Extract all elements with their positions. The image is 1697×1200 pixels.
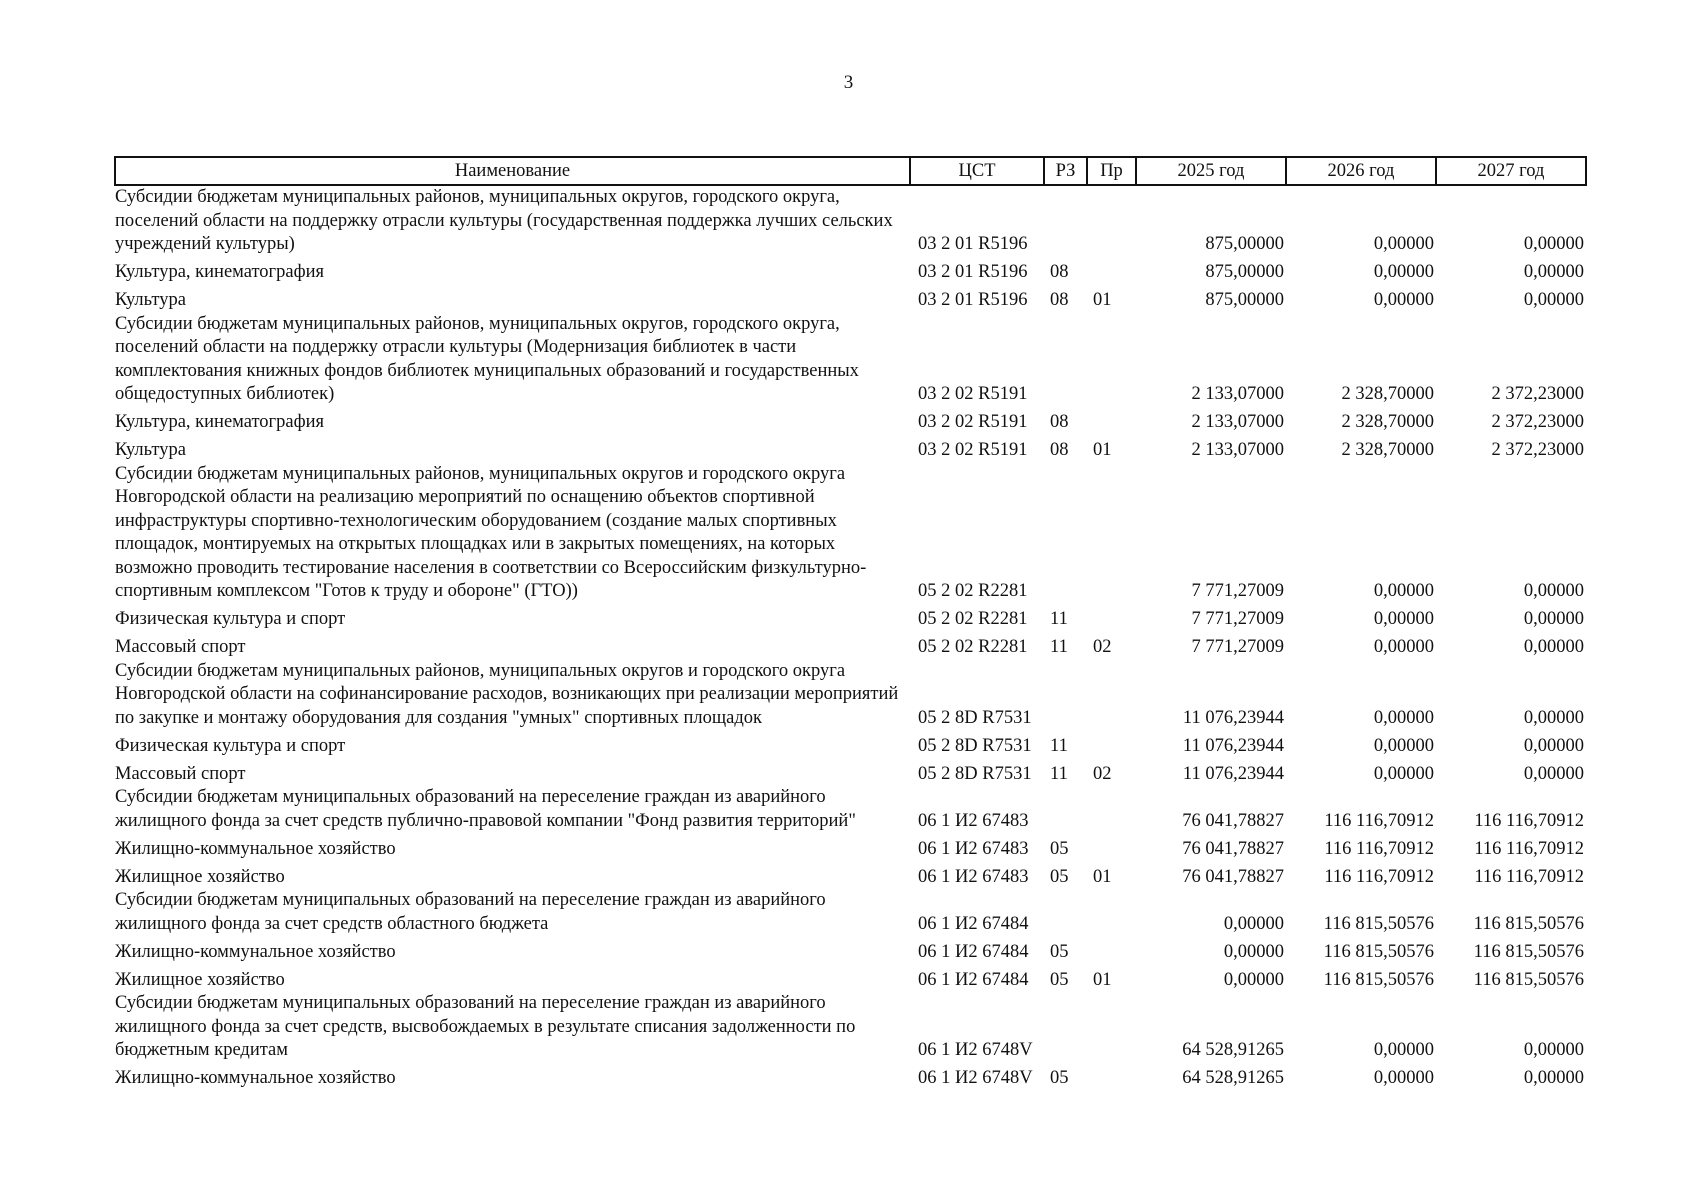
table-row	[115, 632, 1586, 660]
cell-name: Субсидии бюджетам муниципальных районов, муниципальных округов, городского округа, поселений области на поддержку отрасли культуры (Модернизация библиотек в части комплектования книжных фондов библиотек муниципальных образований и государственных общедоступных библиотек)	[115, 313, 859, 404]
cell-cst: 06 1 И2 67483	[918, 838, 1029, 859]
cell-2026: 0,00000	[1373, 290, 1434, 310]
cell-rz	[1044, 313, 1087, 407]
cell-2026: 116 116,70912	[1324, 866, 1434, 887]
cell-2026: 116 116,70912	[1324, 810, 1434, 831]
cell-rz: 11	[1050, 763, 1068, 784]
cell-rz: 05	[1050, 941, 1069, 962]
cell-name: Субсидии бюджетам муниципальных районов, муниципальных округов и городского округа Новгородской области на софинансирование расходов, возникающих при реализации мероприятий по закупке и монтажу оборудования для создания "умных" спортивных площадок	[115, 660, 899, 728]
table-row	[115, 833, 1586, 861]
cell-pr	[1087, 407, 1136, 435]
cell-cst: 03 2 01 R5196	[918, 234, 1028, 254]
cell-cst: 06 1 И2 67483	[918, 866, 1029, 887]
cell-2025: 2 133,07000	[1191, 412, 1284, 432]
table-row	[115, 758, 1586, 786]
cell-rz	[1044, 786, 1087, 833]
cell-name: Субсидии бюджетам муниципальных районов, муниципальных округов и городского округа Новгородской области на реализацию мероприятий по оснащению объектов спортивной инфраструктуры спортивно-технологическим оборудованием (создание малых спортивных площадок, монтируемых на открытых площадках или в закрытых помещениях, на которых возможно проводить тестирование населения в соответствии со Всероссийским физкультурно-спортивным комплексом "Готов к труду и обороне" (ГТО))	[115, 463, 867, 601]
table-row	[115, 1063, 1586, 1091]
cell-2026: 0,00000	[1373, 637, 1434, 657]
cell-2026: 0,00000	[1373, 1040, 1434, 1060]
cell-pr	[1087, 889, 1136, 936]
cell-pr	[1087, 730, 1136, 758]
cell-name: Жилищно-коммунальное хозяйство	[115, 838, 396, 859]
cell-rz: 05	[1050, 838, 1069, 859]
page-number: 3	[843, 72, 854, 93]
cell-rz: 05	[1050, 969, 1069, 990]
cell-2025: 7 771,27009	[1191, 581, 1284, 601]
cell-2026: 0,00000	[1373, 609, 1434, 629]
cell-rz: 05	[1050, 866, 1069, 887]
cell-2026: 2 328,70000	[1341, 412, 1434, 432]
cell-pr	[1087, 660, 1136, 731]
cell-2026: 116 815,50576	[1323, 969, 1434, 990]
cell-2025: 875,00000	[1205, 262, 1284, 282]
cell-name: Культура, кинематография	[115, 262, 325, 282]
table-row	[115, 435, 1586, 463]
cell-name: Культура, кинематография	[115, 412, 325, 432]
cell-2026: 116 815,50576	[1323, 941, 1434, 962]
cell-pr: 01	[1093, 440, 1112, 460]
cell-cst: 05 2 02 R2281	[918, 637, 1028, 657]
cell-rz	[1044, 463, 1087, 604]
cell-rz: 11	[1050, 637, 1068, 657]
cell-2026: 0,00000	[1373, 763, 1434, 784]
cell-2027: 0,00000	[1523, 262, 1584, 282]
cell-pr	[1087, 185, 1136, 257]
cell-2025: 2 133,07000	[1191, 440, 1284, 460]
table-row	[115, 889, 1586, 936]
cell-name: Физическая культура и спорт	[115, 735, 346, 756]
cell-cst: 06 1 И2 6748V	[918, 1040, 1033, 1060]
header-pr: Пр	[1087, 157, 1136, 185]
cell-2027: 0,00000	[1523, 290, 1584, 310]
cell-2026: 2 328,70000	[1341, 384, 1434, 404]
cell-2025: 0,00000	[1223, 969, 1284, 990]
cell-2026: 2 328,70000	[1341, 440, 1434, 460]
cell-cst: 05 2 02 R2281	[918, 581, 1028, 601]
cell-name: Жилищное хозяйство	[115, 866, 285, 887]
cell-name: Массовый спорт	[115, 637, 246, 657]
cell-name: Субсидии бюджетам муниципальных районов, муниципальных округов, городского округа, поселений области на поддержку отрасли культуры (государственная поддержка лучших сельских учреждений культуры)	[115, 187, 893, 254]
cell-2027: 2 372,23000	[1491, 384, 1584, 404]
cell-2025: 64 528,91265	[1182, 1040, 1284, 1060]
cell-rz: 08	[1050, 412, 1069, 432]
cell-2026: 116 116,70912	[1324, 838, 1434, 859]
cell-2025: 875,00000	[1205, 290, 1284, 310]
header-2027: 2027 год	[1436, 157, 1586, 185]
cell-2026: 0,00000	[1373, 735, 1434, 756]
cell-2027: 116 116,70912	[1474, 810, 1584, 831]
cell-2025: 11 076,23944	[1182, 707, 1284, 728]
cell-cst: 03 2 02 R5191	[918, 384, 1028, 404]
cell-name: Жилищное хозяйство	[115, 969, 285, 990]
cell-pr	[1087, 1063, 1136, 1091]
cell-2025: 2 133,07000	[1191, 384, 1284, 404]
cell-name: Физическая культура и спорт	[115, 609, 346, 629]
table-body	[115, 185, 1586, 1091]
table-row	[115, 964, 1586, 992]
cell-cst: 05 2 8D R7531	[918, 763, 1032, 784]
cell-2027: 0,00000	[1523, 234, 1584, 254]
cell-2027: 116 815,50576	[1473, 941, 1584, 962]
cell-2026: 0,00000	[1373, 581, 1434, 601]
cell-cst: 06 1 И2 67483	[918, 810, 1029, 831]
cell-cst: 03 2 01 R5196	[918, 290, 1028, 310]
cell-rz: 08	[1050, 262, 1069, 282]
cell-cst: 03 2 02 R5191	[918, 412, 1028, 432]
cell-2025: 76 041,78827	[1182, 838, 1284, 859]
cell-2025: 64 528,91265	[1182, 1068, 1284, 1088]
cell-2027: 2 372,23000	[1491, 412, 1584, 432]
cell-rz	[1044, 185, 1087, 257]
cell-2027: 0,00000	[1523, 609, 1584, 629]
table-header	[115, 157, 1586, 185]
table-row	[115, 257, 1586, 285]
cell-2027: 0,00000	[1523, 735, 1584, 756]
table-row	[115, 463, 1586, 604]
cell-cst: 03 2 01 R5196	[918, 262, 1028, 282]
cell-2027: 116 116,70912	[1474, 866, 1584, 887]
cell-pr: 01	[1093, 290, 1112, 310]
table-row	[115, 285, 1586, 313]
cell-cst: 06 1 И2 67484	[918, 969, 1029, 990]
cell-2025: 875,00000	[1205, 234, 1284, 254]
cell-name: Массовый спорт	[115, 763, 246, 784]
cell-2027: 0,00000	[1523, 763, 1584, 784]
cell-rz	[1044, 889, 1087, 936]
header-2026: 2026 год	[1286, 157, 1436, 185]
cell-pr	[1087, 604, 1136, 632]
cell-pr	[1087, 313, 1136, 407]
header-cst: ЦСТ	[910, 157, 1044, 185]
cell-name: Субсидии бюджетам муниципальных образований на переселение граждан из аварийного жилищного фонда за счет средств, высвобождаемых в результате списания задолженности по бюджетным кредитам	[115, 993, 856, 1060]
cell-2025: 76 041,78827	[1182, 810, 1284, 831]
cell-pr: 01	[1093, 969, 1112, 990]
cell-2027: 0,00000	[1523, 707, 1584, 728]
cell-rz: 11	[1050, 609, 1068, 629]
cell-cst: 06 1 И2 67484	[918, 913, 1029, 934]
cell-pr: 02	[1093, 763, 1112, 784]
cell-rz: 08	[1050, 290, 1069, 310]
cell-name: Жилищно-коммунальное хозяйство	[115, 1068, 396, 1088]
cell-cst: 05 2 8D R7531	[918, 707, 1032, 728]
cell-cst: 06 1 И2 6748V	[918, 1068, 1033, 1088]
cell-2025: 0,00000	[1223, 913, 1284, 934]
header-2025: 2025 год	[1136, 157, 1286, 185]
cell-2025: 11 076,23944	[1182, 735, 1284, 756]
cell-pr	[1087, 786, 1136, 833]
cell-pr: 02	[1093, 637, 1112, 657]
cell-name: Культура	[115, 290, 186, 310]
cell-2027: 0,00000	[1523, 1068, 1584, 1088]
cell-2027: 0,00000	[1523, 581, 1584, 601]
cell-2027: 116 815,50576	[1473, 913, 1584, 934]
cell-2026: 0,00000	[1373, 1068, 1434, 1088]
cell-rz: 11	[1050, 735, 1068, 756]
cell-rz: 08	[1050, 440, 1069, 460]
cell-2027: 0,00000	[1523, 1040, 1584, 1060]
cell-2025: 0,00000	[1223, 941, 1284, 962]
cell-2026: 0,00000	[1373, 234, 1434, 254]
table-row	[115, 313, 1586, 407]
table-row	[115, 730, 1586, 758]
header-rz: РЗ	[1044, 157, 1087, 185]
cell-pr	[1087, 992, 1136, 1063]
cell-rz: 05	[1050, 1068, 1069, 1088]
cell-2025: 76 041,78827	[1182, 866, 1284, 887]
table-row	[115, 786, 1586, 833]
cell-2027: 0,00000	[1523, 637, 1584, 657]
table-row	[115, 936, 1586, 964]
cell-2027: 116 815,50576	[1473, 969, 1584, 990]
cell-cst: 05 2 02 R2281	[918, 609, 1028, 629]
table-row	[115, 660, 1586, 731]
cell-rz	[1044, 992, 1087, 1063]
table-row	[115, 992, 1586, 1063]
cell-pr	[1087, 936, 1136, 964]
cell-2027: 116 116,70912	[1474, 838, 1584, 859]
cell-rz	[1044, 660, 1087, 731]
cell-2026: 0,00000	[1373, 262, 1434, 282]
cell-pr	[1087, 833, 1136, 861]
cell-pr	[1087, 257, 1136, 285]
cell-name: Субсидии бюджетам муниципальных образований на переселение граждан из аварийного жилищного фонда за счет средств областного бюджета	[115, 890, 826, 934]
cell-2025: 7 771,27009	[1191, 637, 1284, 657]
cell-2025: 7 771,27009	[1191, 609, 1284, 629]
cell-name: Культура	[115, 440, 186, 460]
table-row	[115, 185, 1586, 257]
cell-cst: 03 2 02 R5191	[918, 440, 1028, 460]
table-row	[115, 407, 1586, 435]
cell-2026: 116 815,50576	[1323, 913, 1434, 934]
table-row	[115, 604, 1586, 632]
cell-2025: 11 076,23944	[1182, 763, 1284, 784]
header-name: Наименование	[115, 157, 910, 185]
cell-cst: 05 2 8D R7531	[918, 735, 1032, 756]
table-row	[115, 861, 1586, 889]
cell-name: Субсидии бюджетам муниципальных образований на переселение граждан из аварийного жилищного фонда за счет средств публично-правовой компании "Фонд развития территорий"	[115, 787, 856, 831]
cell-2027: 2 372,23000	[1491, 440, 1584, 460]
budget-table	[114, 156, 1587, 1091]
cell-cst: 06 1 И2 67484	[918, 941, 1029, 962]
cell-2026: 0,00000	[1373, 707, 1434, 728]
cell-pr: 01	[1093, 866, 1112, 887]
cell-pr	[1087, 463, 1136, 604]
cell-name: Жилищно-коммунальное хозяйство	[115, 941, 396, 962]
